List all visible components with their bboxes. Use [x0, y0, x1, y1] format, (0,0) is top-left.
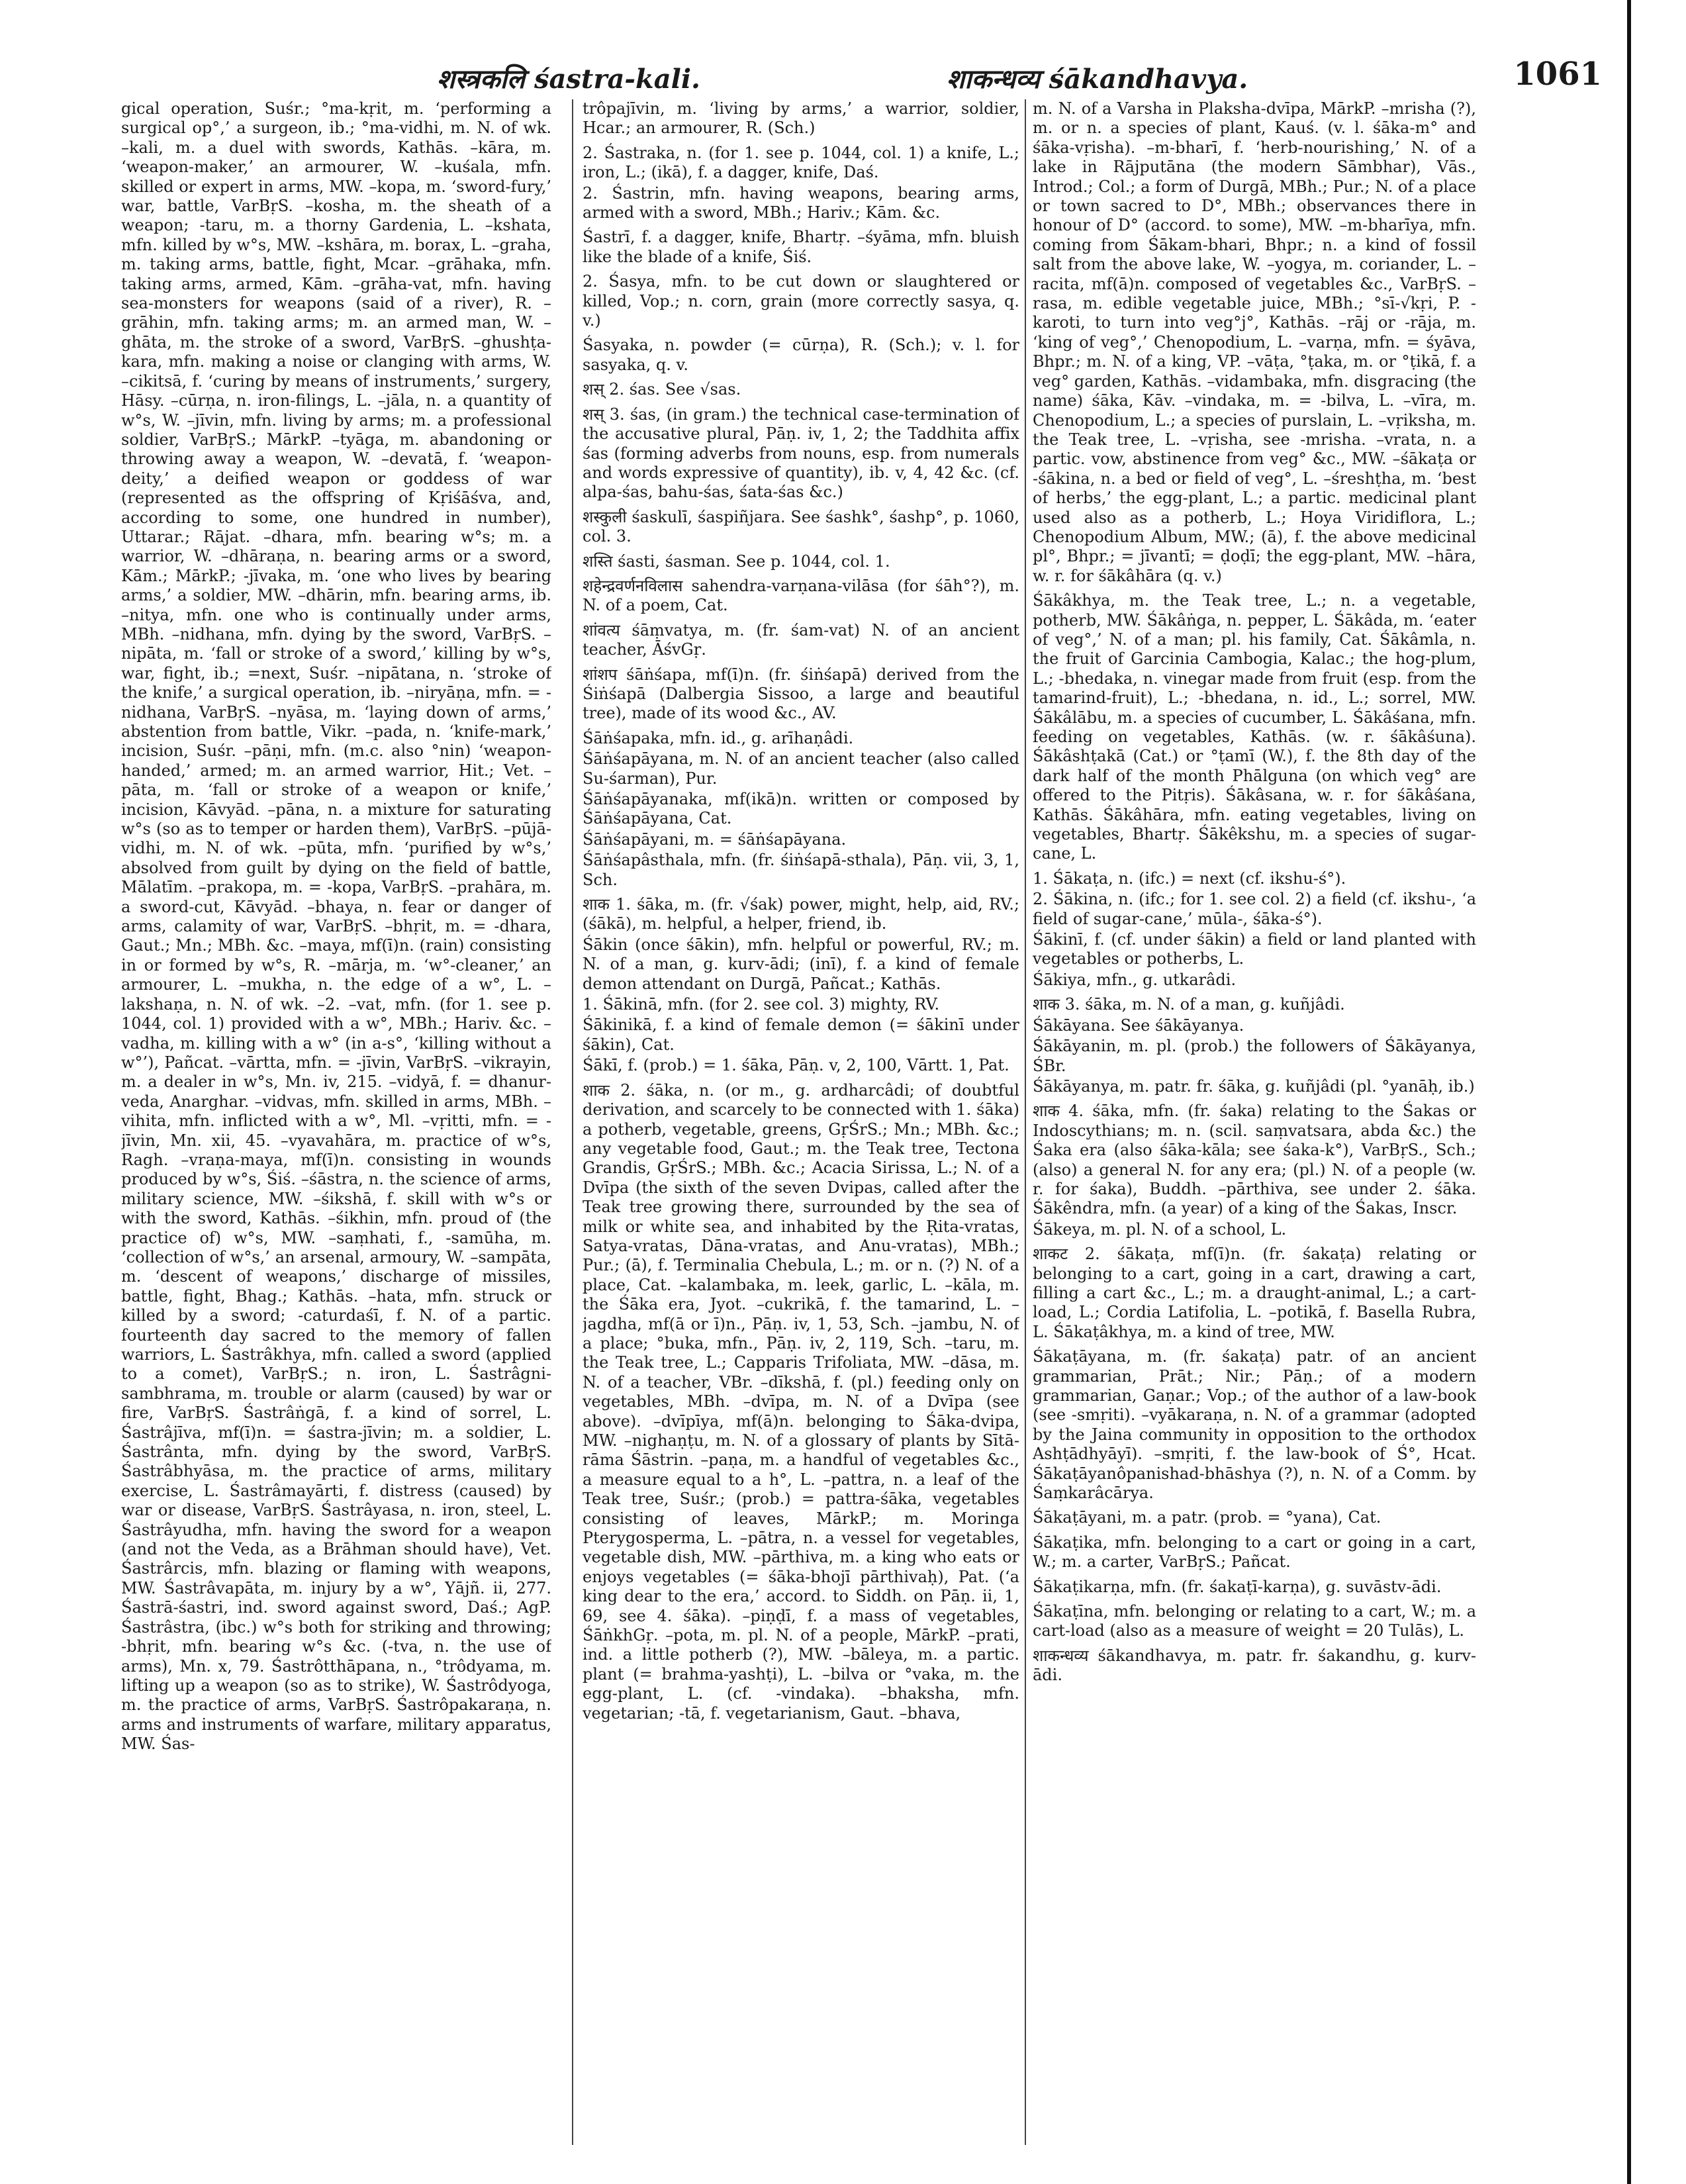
- entry: Śāṅśapaka, mfn. id., g. arīhaṇâdi.: [583, 728, 854, 747]
- headword-entry: शाक 1. śāka, m. (fr. √śak) power, might, help, aid, RV.; (śākā), m. helpful, a helper, friend, ib.: [583, 895, 1019, 933]
- headword-entry: शहेन्द्रवर्णनविलास sahendra-varṇana-vilāsa (for śāh°?), m. N. of a poem, Cat.: [583, 576, 1019, 615]
- entry: Śākāyanin, m. pl. (prob.) the followers of Śākāyanya, ŚBr.: [1033, 1037, 1476, 1075]
- entry: Śākiya, mfn., g. utkarâdi.: [1033, 970, 1237, 989]
- entry: Śākeya, m. pl. N. of a school, L.: [1033, 1219, 1287, 1239]
- entry: Śākaṭikarṇa, mfn. (fr. śakaṭī-karṇa), g. suvāstv-ādi.: [1033, 1577, 1442, 1596]
- headword-entry: शस्ति śasti, śasman. See p. 1044, col. 1.: [583, 551, 890, 571]
- entry: Śākāyana. See śākāyanya.: [1033, 1016, 1244, 1035]
- headword-entry: शस् 2. śas. See √sas.: [583, 380, 741, 399]
- entry: gical operation, Suśr.; °ma-kṛit, m. ‘performing a surgical op°,’ a surgeon, ib.; °ma-vidhi, m. N. of wk. –kali, m. a duel with swords, Kathās. –kāra, m. ‘weapon-maker,’ an armourer, W. –kuśala, mfn. skilled or expert in arms, MW. –kopa, m. ‘sword-fury,’ war, battle, VarBṛS. –kosha, m. the sheath of a weapon; -taru, m. a thorny Gardenia, L. –kshata, mfn. killed by w°s, MW. –kshāra, m. borax, L. –graha, m. taking arms, battle, fight, Mcar. –grāhaka, mfn. taking arms, armed, Kām. –grāha-vat, mfn. having sea-monsters for weapons (said of a river), R. –grāhin, mfn. taking arms; m. an armed man, W. –ghāta, m. the stroke of a sword, VarBṛS. –ghushṭa-kara, mfn. making a noise or clanging with arms, W. –cikitsā, f. ‘curing by means of instruments,’ surgery, Hāsy. –cūrṇa, n. iron-filings, L. –jāla, n. a quantity of w°s, W. –jīvin, mfn. living by arms; m. a professional soldier, VarBṛS.; MārkP. –tyāga, m. abandoning or throwing away a weapon, W. –devatā, f. ‘weapon-deity,’ a deified weapon or goddess of war (represented as the offspring of Kṛiśāśva, and, according to some, one hundred in number), Uttarar.; Rājat. –dhara, mfn. bearing w°s; m. a warrior, W. –dhāraṇa, n. bearing arms or a sword, Kām.; MārkP.; -jīvaka, m. ‘one who lives by bearing arms,’ a soldier, MW. –dhārin, mfn. bearing arms, ib. –nitya, mfn. one who is continually under arms, MBh. –nidhana, mfn. dying by the sword, VarBṛS. –nipāta, m. ‘fall or stroke of a sword,’ killing by w°s, war, fight, ib.; =next, Suśr. –nipātana, n. ‘stroke of the knife,’ a surgical operation, ib. –niryāṇa, mfn. = -nidhana, VarBṛS. –nyāsa, m. ‘laying down of arms,’ abstention from battle, Vikr. –pada, n. ‘knife-mark,’ incision, Suśr. –pāṇi, mfn. (m.c. also °nin) ‘weapon-handed,’ armed; m. an armed warrior, Hit.; Vet. –pāta, m. ‘fall or stroke of a weapon or knife,’ incision, Kāvyād. –pāna, n. a mixture for saturating w°s (so as to temper or harden them), VarBṛS. –pūjā-vidhi, m. N. of wk. –pūta, mfn. ‘purified by w°s,’ absolved from guilt by dying on the field of battle, Mālatīm. –prakopa, m. = -kopa, VarBṛS. –prahāra, m. a sword-cut, Kāvyād. –bhaya, n. fear or danger of arms, calamity of war, VarBṛS. –bhṛit, m. = -dhara, Gaut.; Mn.; MBh. &c. –maya, mf(ī)n. (rain) consisting in or formed by w°s, R. –mārja, m. ‘w°-cleaner,’ an armourer, L. –mukha, n. the edge of a w°, L. –lakshaṇa, n. N. of wk. –2. –vat, mfn. (for 1. see p. 1044, col. 1) provided with a w°, MBh.; Hariv. &c. –vadha, m. killing with a w° (in a-s°, ‘killing without a w°’), Pañcat. –vārtta, mfn. = -jīvin, VarBṛS. –vikrayin, m. a dealer in w°s, Mn. iv, 215. –vidyā, f. = dhanur-veda, Anarghar. –vidvas, mfn. skilled in arms, MBh. –vihita, mfn. inflicted with a w°, Ml. –vṛitti, mfn. = -jīvin, Mn. xii, 45. –vyavahāra, m. practice of w°s, Ragh. –vraṇa-maya, mf(ī)n. consisting in wounds produced by w°s, Śiś. –śāstra, n. the science of arms, military science, MW. –śikshā, f. skill with w°s or with the sword, Kathās. –śikhin, mfn. proud of (the practice of) w°s, MW. –saṃhati, f., -samūha, m. ‘collection of w°s,’ an arsenal, armoury, W. –sampāta, m. ‘descent of weapons,’ discharge of missiles, battle, fight, Bhag.; Kathās. –hata, mfn. struck or killed by a sword; -caturdaśī, f. N. of a partic. fourteenth day sacred to the memory of fallen warriors, L. Śastrâkhya, mfn. called a sword (applied to a comet), VarBṛS.; n. iron, L. Śastrâgni-sambhrama, m. trouble or alarm (caused) by war or fire, VarBṛS. Śastrâṅgā, f. a kind of sorrel, L. Śastrâjīva, mf(ī)n. = śastra-jīvin; m. a soldier, L. Śastrânta, mfn. dying by the sword, VarBṛS. Śastrâbhyāsa, m. the practice of arms, military exercise, L. Śastrâmayārti, f. distress (caused) by war or disease, VarBṛS. Śastrâyasa, n. iron, steel, L. Śastrâyudha, mfn. having the sword for a weapon (and not the Veda, as a Brāhman should have), Vet. Śastrârcis, mfn. blazing or flaming with weapons, MW. Śastrâvapāta, m. injury by a w°, Yājñ. ii, 277. Śastrā-śastri, ind. sword against sword, Daś.; AgP. Śastrâstra, (ibc.) w°s both for striking and throwing; -bhṛit, mfn. bearing w°s &c. (-tva, n. the use of arms), Mn. x, 79. Śastrôtthāpana, n., °trôdyama, m. lifting up a weapon (so as to strike), W. Śastrôdyoga, m. the practice of arms, VarBṛS. Śastrôpakaraṇa, n. arms and instruments of warfare, military apparatus, MW. Śas-: [121, 99, 551, 1754]
- entry: Śāṅśapāyanaka, mf(ikā)n. written or composed by Śāṅśapāyana, Cat.: [583, 790, 1019, 828]
- right-margin-rule: [1627, 0, 1631, 2184]
- page-number: 1061: [1513, 56, 1602, 93]
- entry: Śasyaka, n. powder (= cūrṇa), R. (Sch.); v. l. for sasyaka, q. v.: [583, 336, 1019, 374]
- entry: Śāṅśapāyana, m. N. of an ancient teacher (also called Su-śarman), Pur.: [583, 749, 1019, 788]
- header-right-guide-word: शाकन्धव्य śākandhavya.: [947, 64, 1248, 95]
- entry: 2. Śastraka, n. (for 1. see p. 1044, col. 1) a knife, L.; iron, L.; (ikā), f. a dagger, knife, Daś.: [583, 143, 1019, 182]
- entry: Śākāyanya, m. patr. fr. śāka, g. kuñjâdi (pl. °yanāḥ, ib.): [1033, 1076, 1475, 1096]
- entry: 2. Śastrin, mfn. having weapons, bearing arms, armed with a sword, MBh.; Hariv.; Kām. &c.: [583, 183, 1019, 222]
- entry: Śākaṭāyana, m. (fr. śakaṭa) patr. of an ancient grammarian, Prāt.; Nir.; Pāṇ.; of a modern grammarian, Gaṇar.; Vop.; of the author of a law-book (see -smṛiti). –vyākaraṇa, n. N. of a grammar (adopted by the Jaina community in opposition to the orthodox Ashṭādhyāyī). –smṛiti, f. the law-book of Ś°, Hcat. Śākaṭāyanôpanishad-bhāshya (?), n. N. of a Comm. by Śaṃkarâcārya.: [1033, 1347, 1476, 1503]
- headword-entry: शाक 2. śāka, n. (or m., g. ardharcâdi; of doubtful derivation, and scarcely to be connected with 1. śāka) a potherb, vegetable, greens, GṛŚrS.; Mn.; MBh. &c.; any vegetable food, Gaut.; m. the Teak tree, Tectona Grandis, GṛŚrS.; MBh. &c.; Acacia Sirissa, L.; N. of a Dvīpa (the sixth of the seven Dvipas, called after the Teak tree growing there, surrounded by the sea of milk or white sea, and inhabited by the Ṛita-vratas, Satya-vratas, Dāna-vratas, and Anu-vratas), MBh.; Pur.; (ā), f. Terminalia Chebula, L.; m. or n. (?) N. of a place, Cat. –kalambaka, m. leek, garlic, L. –kāla, m. the Śāka era, Jyot. –cukrikā, f. the tamarind, L. –jagdha, mf(ā or ī)n., Pāṇ. iv, 1, 53, Sch. –jambu, N. of a place; °buka, mfn., Pāṇ. iv, 2, 119, Sch. –taru, m. the Teak tree, L.; Capparis Trifoliata, MW. –dāsa, m. N. of a teacher, VBr. –dīkshā, f. (pl.) feeding only on vegetables, MBh. –dvīpa, m. N. of a Dvīpa (see above). –dvīpīya, mf(ā)n. belonging to Śāka-dvipa, MW. –nighaṇṭu, m. N. of a glossary of plants by Sītā-rāma Śāstrin. –paṇa, m. a handful of vegetables &c., a measure equal to a h°, L. –pattra, n. a leaf of the Teak tree, Suśr.; (prob.) = pattra-śāka, vegetables consisting of leaves, MārkP.; m. Moringa Pterygosperma, L. –pātra, n. a vessel for vegetables, vegetable dish, MW. –pārthiva, m. a king who eats or enjoys vegetables (= śāka-bhojī pārthivaḥ), Pat. (‘a king dear to the era,’ accord. to Siddh. on Pāṇ. ii, 1, 69, see 4. śāka). –piṇḍī, f. a mass of vegetables, ŚāṅkhGṛ. –pota, m. pl. N. of a people, MārkP. –prati, ind. a little potherb (?), MW. –bāleya, m. a partic. plant (= brahma-yashṭi), L. –bilva or °vaka, m. the egg-plant, L. (cf. -vindaka). –bhaksha, mfn. vegetarian; -tā, f. vegetarianism, Gaut. –bhava,: [583, 1080, 1019, 1723]
- entry: Śākaṭika, mfn. belonging to a cart or going in a cart, W.; m. a carter, VarBṛS.; Pañcat.: [1033, 1533, 1476, 1572]
- entry: 2. Śākina, n. (ifc.; for 1. see col. 2) a field (cf. ikshu-, ‘a field of sugar-cane,’ mūla-, śāka-ś°).: [1033, 890, 1476, 928]
- entry: Śākaṭāyani, m. a patr. (prob. = °yana), Cat.: [1033, 1508, 1382, 1527]
- entry: Śāṅśapâsthala, mfn. (fr. śiṅśapā-sthala), Pāṇ. vii, 3, 1, Sch.: [583, 851, 1019, 889]
- entry: Śastrī, f. a dagger, knife, Bhartṛ. –śyāma, mfn. bluish like the blade of a knife, Śiś.: [583, 228, 1019, 266]
- column-divider: [572, 99, 573, 2145]
- entry: Śākaṭīna, mfn. belonging or relating to a cart, W.; m. a cart-load (also as a measure of weight = 20 Tulās), L.: [1033, 1602, 1476, 1640]
- header-left-guide-word: शस्त्रकलि śastra-kali.: [437, 64, 700, 95]
- entry: Śākī, f. (prob.) = 1. śāka, Pāṇ. v, 2, 100, Vārtt. 1, Pat.: [583, 1056, 1009, 1075]
- headword-entry: शाकन्धव्य śākandhavya, m. patr. fr. śakandhu, g. kurv-ādi.: [1033, 1646, 1476, 1685]
- headword-entry: शाक 4. śāka, mfn. (fr. śaka) relating to the Śakas or Indoscythians; m. n. (scil. saṃvatsara, abda &c.) the Śaka era (also śāka-kāla; see śaka-k°), VarBṛS., Sch.; (also) a general N. for any era; (pl.) N. of a people (w. r. for śaka), Buddh. –pārthiva, see under 2. śāka. Śākêndra, mfn. (a year) of a king of the Śakas, Inscr.: [1033, 1102, 1476, 1218]
- headword-entry: शांशप śāṅśapa, mf(ī)n. (fr. śiṅśapā) derived from the Śiṅśapā (Dalbergia Sissoo, a large and beautiful tree), made of its wood &c., AV.: [583, 665, 1019, 723]
- column-2: [583, 99, 1019, 2152]
- column-divider: [1025, 99, 1026, 2145]
- headword-entry: शस्कुली śaskulī, śaspiñjara. See śashk°, śashp°, p. 1060, col. 3.: [583, 507, 1019, 546]
- entry: Śākâkhya, m. the Teak tree, L.; n. a vegetable, potherb, MW. Śākâṅga, n. pepper, L. Śākâda, m. ‘eater of veg°,’ N. of a man; pl. his family, Cat. Śākâmla, n. the fruit of Garcinia Cambogia, Kalac.; the hog-plum, L.; -bhedaka, n. vinegar made from fruit (esp. from the tamarind-fruit), L.; -bhedana, n. id., L.; sorrel, MW. Śākâlābu, m. a species of cucumber, L. Śākâśana, mfn. feeding on vegetables, Kathās. (w. r. śākâśuna). Śākâshṭakā (Cat.) or °ṭamī (W.), f. the 8th day of the dark half of the month Phālguna (on which veg° are offered to the Pitṛis). Śākâsana, w. r. for śākâśana, Kathās. Śākâhāra, mfn. eating vegetables, living on vegetables, Bhartṛ. Śākêkshu, m. a species of sugar-cane, L.: [1033, 591, 1476, 863]
- entry: Śākin (once śākin), mfn. helpful or powerful, RV.; m. N. of a man, g. kurv-ādi; (inī), f. a kind of female demon attendant on Durgā, Pañcat.; Kathās.: [583, 935, 1019, 993]
- entry: Śāṅśapāyani, m. = śāṅśapāyana.: [583, 830, 847, 849]
- entry: m. N. of a Varsha in Plaksha-dvīpa, MārkP. –mrisha (?), m. or n. a species of plant, Kauś. (v. l. śāka-m° and śāka-vṛisha). –m-bharī, f. ‘herb-nourishing,’ N. of a lake in Rājputāna (the modern Sāmbhar), Vās., Introd.; Col.; a form of Durgā, MBh.; Pur.; N. of a place or town sacred to D°, MBh.; observances there in honour of D° (accord. to some), MW. –m-bharīya, mfn. coming from Śākam-bhari, Bhpr.; n. a kind of fossil salt from the above lake, W. –yogya, m. coriander, L. –racita, mf(ā)n. composed of vegetables &c., VarBṛS. –rasa, m. edible vegetable juice, MBh.; °sī-√kṛi, P. -karoti, to turn into veg°j°, Kathās. –rāj or -rāja, m. ‘king of veg°,’ Chenopodium, L. –varṇa, mfn. = śyāva, Bhpr.; m. N. of a king, VP. –vāṭa, °ṭaka, m. or °ṭikā, f. a veg° garden, Kathās. –vidambaka, mfn. disgracing (the name) śāka, Kāv. –vindaka, m. = -bilva, L. –vīra, m. Chenopodium, L.; a species of purslain, L. –vṛiksha, m. the Teak tree, L. –vṛisha, see -mrisha. –vrata, n. a partic. vow, abstinence from veg° &c., MW. –śākaṭa or -śākina, n. a bed or field of veg°, L. –śreshṭha, m. ‘best of herbs,’ the egg-plant, L.; a partic. medicinal plant used also as a potherb, L.; Hoya Viridiflora, L.; Chenopodium Album, MW.; (ā), f. the above medicinal pl°, Bhpr.; = jīvantī; = ḍoḍī; the egg-plant, MW. –hāra, w. r. for śākâhāra (q. v.): [1033, 99, 1476, 585]
- entry: trôpajīvin, m. ‘living by arms,’ a warrior, soldier, Hcar.; an armourer, R. (Sch.): [583, 99, 1019, 138]
- entry: 2. Śasya, mfn. to be cut down or slaughtered or killed, Vop.; n. corn, grain (more correctly sasya, q. v.): [583, 272, 1019, 330]
- page-header: [119, 46, 1602, 99]
- column-3: [1033, 99, 1476, 2152]
- headword-entry: शाकट 2. śākaṭa, mf(ī)n. (fr. śakaṭa) relating or belonging to a cart, going in a cart, drawing a cart, filling a cart &c., L.; m. a draught-animal, L.; a cart-load, L.; Cordia Latifolia, L. –potikā, f. Basella Rubra, L. Śākaṭâkhya, m. a kind of tree, MW.: [1033, 1245, 1476, 1341]
- entry: 1. Śākaṭa, n. (ifc.) = next (cf. ikshu-ś°).: [1033, 869, 1346, 888]
- entry: 1. Śākinā, mfn. (for 2. see col. 3) mighty, RV.: [583, 995, 940, 1014]
- headword-entry: शांवत्य śāṃvatya, m. (fr. śam-vat) N. of an ancient teacher, ĀśvGṛ.: [583, 620, 1019, 659]
- column-1: [121, 99, 551, 2152]
- headword-entry: शस् 3. śas, (in gram.) the technical case-termination of the accusative plural, Pāṇ. iv, 1, 2; the Taddhita affix śas (forming adverbs from nouns, esp. from numerals and words expressive of quantity), ib. v, 4, 42 &c. (cf. alpa-śas, bahu-śas, śata-śas &c.): [583, 404, 1019, 502]
- headword-entry: शाक 3. śāka, m. N. of a man, g. kuñjâdi.: [1033, 995, 1345, 1014]
- entry: Śākinī, f. (cf. under śākin) a field or land planted with vegetables or potherbs, L.: [1033, 930, 1476, 969]
- entry: Śākinikā, f. a kind of female demon (= śākinī under śākin), Cat.: [583, 1016, 1019, 1054]
